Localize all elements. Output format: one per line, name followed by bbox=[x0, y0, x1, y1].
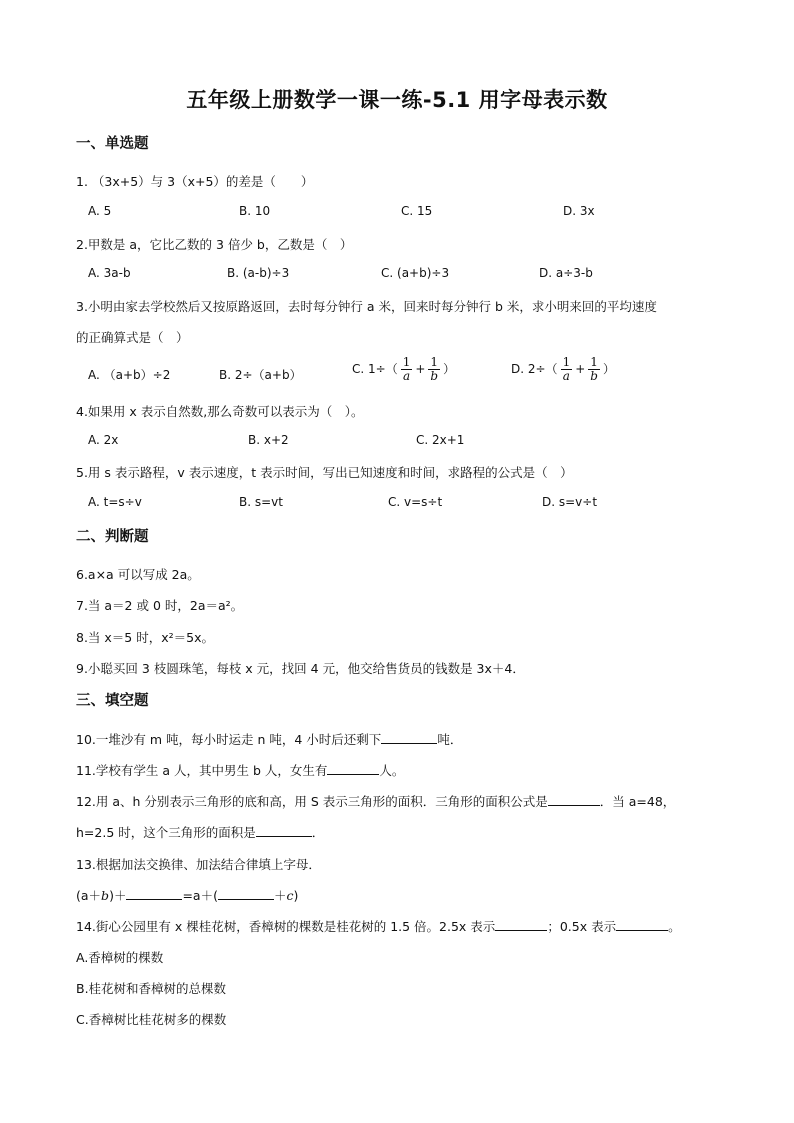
fraction-1-over-b: $\frac{1}{b}$ bbox=[590, 355, 598, 383]
q14-choice-a: A.香樟树的棵数 bbox=[76, 950, 164, 965]
question-13: 13.根据加法交换律、加法结合律填上字母． bbox=[76, 857, 321, 872]
question-10: 10.一堆沙有 m 吨，每小时运走 n 吨，4 小时后还剩下 吨． bbox=[76, 732, 463, 747]
question-13-formula: (a＋b)＋ =a＋( ＋c) bbox=[76, 888, 299, 903]
q2-option-d: D. a÷3-b bbox=[539, 266, 593, 280]
question-12-line-1: 12.用 a、h 分别表示三角形的底和高，用 S 表示三角形的面积．三角形的面积公式是 ．当 a=48， bbox=[76, 794, 676, 809]
q14-choice-c: C.香樟树比桂花树多的棵数 bbox=[76, 1012, 227, 1027]
section-heading-fill-in: 三、填空题 bbox=[76, 693, 149, 709]
q5-option-a: A. t=s÷v bbox=[88, 495, 142, 509]
q5-option-c: C. v=s÷t bbox=[388, 495, 443, 509]
question-6: 6.a×a 可以写成 2a。 bbox=[76, 567, 200, 582]
page-title: 五年级上册数学一课一练-5.1 用字母表示数 bbox=[186, 88, 608, 112]
answer-blank[interactable] bbox=[126, 887, 182, 900]
answer-blank[interactable] bbox=[495, 918, 547, 931]
q3-option-a: A. （a+b）÷2 bbox=[88, 368, 171, 382]
q1-option-c: C. 15 bbox=[401, 204, 433, 218]
q1-option-a: A. 5 bbox=[88, 204, 112, 218]
section-heading-true-false: 二、判断题 bbox=[76, 529, 149, 545]
fraction-1-over-a: $\frac{1}{a}$ bbox=[562, 355, 571, 383]
question-2: 2.甲数是 a，它比乙数的 3 倍少 b，乙数是（ ） bbox=[76, 237, 353, 252]
q5-option-b: B. s=vt bbox=[239, 495, 283, 509]
question-8: 8.当 x＝5 时，x²＝5x。 bbox=[76, 630, 214, 645]
fraction-1-over-a: $\frac{1}{a}$ bbox=[402, 355, 411, 383]
q2-option-a: A. 3a-b bbox=[88, 266, 131, 280]
answer-blank[interactable] bbox=[256, 824, 312, 837]
question-12-line-2: h=2.5 时，这个三角形的面积是 ． bbox=[76, 825, 325, 840]
section-heading-single-choice: 一、单选题 bbox=[76, 136, 149, 152]
question-5: 5.用 s 表示路程，v 表示速度，t 表示时间，写出已知速度和时间，求路程的公式是（ ） bbox=[76, 465, 573, 480]
q4-option-a: A. 2x bbox=[88, 433, 119, 447]
question-11: 11.学校有学生 a 人，其中男生 b 人，女生有 人。 bbox=[76, 763, 405, 778]
question-3-line-1: 3.小明由家去学校然后又按原路返回，去时每分钟行 a 米，回来时每分钟行 b 米，求小明来回的平均速度 bbox=[76, 299, 657, 314]
q5-option-d: D. s=v÷t bbox=[542, 495, 598, 509]
answer-blank[interactable] bbox=[381, 731, 437, 744]
q14-choice-b: B.桂花树和香樟树的总棵数 bbox=[76, 981, 227, 996]
question-4: 4.如果用 x 表示自然数,那么奇数可以表示为（ ）。 bbox=[76, 404, 364, 419]
question-14: 14.街心公园里有 x 棵桂花树，香樟树的棵数是桂花树的 1.5 倍。2.5x 表示 ；0.5x 表示 。 bbox=[76, 919, 681, 934]
q4-option-b: B. x+2 bbox=[248, 433, 289, 447]
q3-option-b: B. 2÷（a+b） bbox=[219, 368, 302, 382]
q1-option-b: B. 10 bbox=[239, 204, 271, 218]
answer-blank[interactable] bbox=[218, 887, 274, 900]
q3-option-d-prefix: D. 2÷（ bbox=[511, 362, 558, 376]
answer-blank[interactable] bbox=[327, 762, 379, 775]
answer-blank[interactable] bbox=[548, 793, 600, 806]
question-3-line-2: 的正确算式是（ ） bbox=[76, 330, 189, 345]
q3-option-d: D. 2÷（ $\frac{1}{a}$ + $\frac{1}{b}$ ） bbox=[511, 355, 615, 383]
answer-blank[interactable] bbox=[616, 918, 668, 931]
question-1: 1. （3x+5）与 3（x+5）的差是（ ） bbox=[76, 174, 314, 189]
q3-option-c-prefix: C. 1÷（ bbox=[352, 362, 398, 376]
q2-option-b: B. (a-b)÷3 bbox=[227, 266, 290, 280]
q1-option-d: D. 3x bbox=[563, 204, 595, 218]
q4-option-c: C. 2x+1 bbox=[416, 433, 465, 447]
q3-option-c: C. 1÷（ $\frac{1}{a}$ + $\frac{1}{b}$ ） bbox=[352, 355, 456, 383]
fraction-1-over-b: $\frac{1}{b}$ bbox=[430, 355, 439, 383]
question-7: 7.当 a＝2 或 0 时，2a＝a²。 bbox=[76, 598, 244, 613]
q2-option-c: C. (a+b)÷3 bbox=[381, 266, 450, 280]
question-9: 9.小聪买回 3 枝圆珠笔，每枝 x 元，找回 4 元，他交给售货员的钱数是 3x＋4． bbox=[76, 661, 525, 676]
